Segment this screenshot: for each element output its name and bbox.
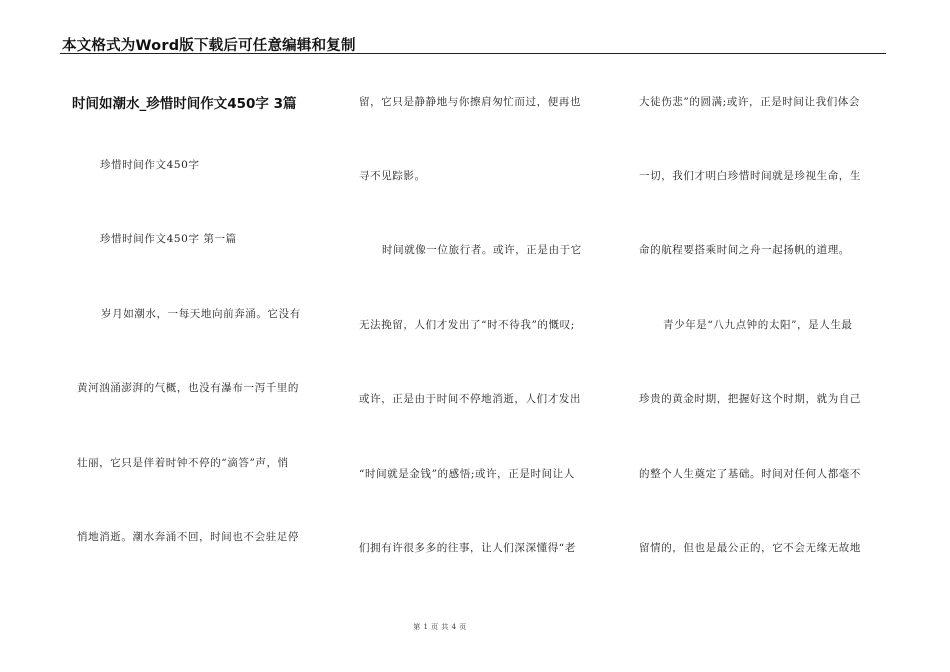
text-line: 青少年是“八九点钟的太阳”，是人生最 xyxy=(663,319,853,331)
text-line: 无法挽留，人们才发出了“时不待我”的慨叹; xyxy=(359,319,575,331)
text-line: 珍惜时间作文450字 xyxy=(100,159,200,171)
text-line: 寻不见踪影。 xyxy=(359,170,426,182)
document-title: 时间如潮水_珍惜时间作文450字 3篇 xyxy=(72,96,297,112)
text-line: 壮丽，它只是伴着时钟不停的“滴答”声，悄 xyxy=(77,457,289,469)
text-line: 命的航程要搭乘时间之舟一起扬帆的道理。 xyxy=(639,244,850,256)
text-line: 或许，正是由于时间不停地消逝，人们才发出 xyxy=(359,393,581,405)
text-line: 珍贵的黄金时期，把握好这个时期，就为自己 xyxy=(639,393,861,405)
page-number-footer: 第 1 页 共 4 页 xyxy=(413,623,467,631)
text-line: 留情的，但也是最公正的，它不会无缘无故地 xyxy=(639,542,861,554)
text-line: 大徒伤悲”的圆满;或许，正是时间让我们体会 xyxy=(639,96,861,108)
text-line: 悄地消逝。潮水奔涌不回，时间也不会驻足停 xyxy=(77,531,299,543)
text-line: 一切，我们才明白珍惜时间就是珍视生命，生 xyxy=(639,170,861,182)
text-line: “时间就是金钱”的感悟;或许，正是时间让人 xyxy=(359,468,575,480)
page-header-banner: 本文格式为Word版下载后可任意编辑和复制 xyxy=(62,38,356,54)
text-line: 岁月如潮水，一每天地向前奔涌。它没有 xyxy=(101,308,301,320)
text-line: 留，它只是静静地与你擦肩匆忙而过，便再也 xyxy=(359,96,581,108)
header-divider xyxy=(60,53,886,54)
text-line: 时间就像一位旅行者。或许，正是由于它 xyxy=(382,244,582,256)
text-line: 珍惜时间作文450字 第一篇 xyxy=(100,233,237,245)
text-line: 的整个人生奠定了基础。时间对任何人都毫不 xyxy=(639,468,861,480)
text-line: 们拥有许很多多的往事，让人们深深懂得“老 xyxy=(359,542,576,554)
text-line: 黄河汹涌澎湃的气概，也没有瀑布一泻千里的 xyxy=(77,382,299,394)
